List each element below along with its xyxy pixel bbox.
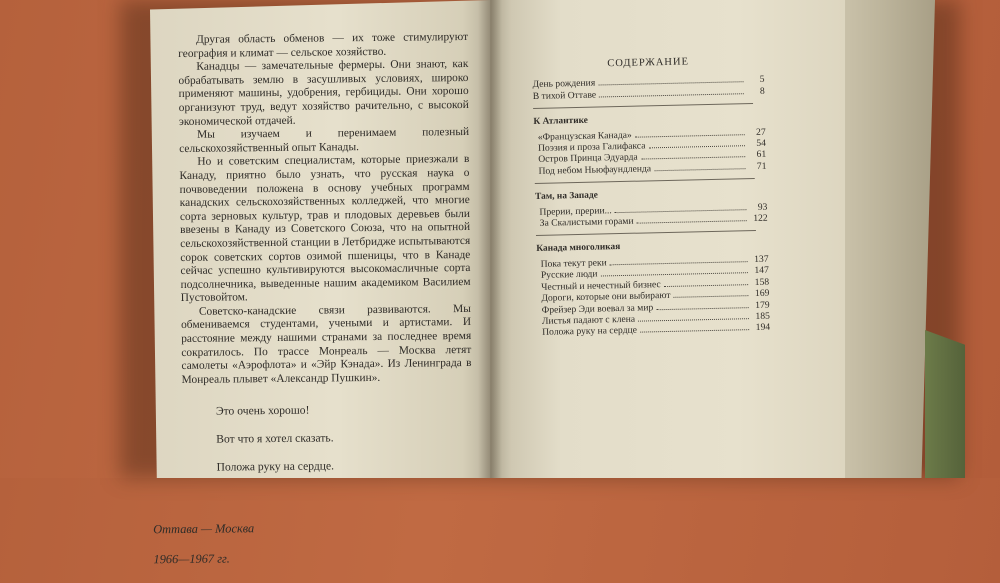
toc-section-title: Канада многоликая (536, 242, 621, 255)
toc-entry-page: 179 (755, 299, 770, 311)
toc-leader-dots (656, 306, 748, 310)
toc-leader-dots (641, 156, 745, 160)
toc-section-title: Там, на Западе (535, 190, 598, 203)
toc-entry-page: 158 (754, 276, 770, 288)
closing-line: Это очень хорошо! (215, 404, 310, 419)
signature (153, 504, 474, 582)
section-rule (533, 103, 753, 109)
toc-entry-page: 8 (759, 85, 765, 97)
toc-entry-title: Дороги, которые они выбирают (541, 290, 671, 304)
toc-entry-page: 54 (756, 137, 767, 149)
toc-entry-title: Прерии, прерии... (539, 204, 612, 218)
toc-leader-dots (654, 167, 745, 171)
toc-entry-title: Листья падают с клена (541, 313, 636, 327)
toc-entry-page: 169 (754, 287, 770, 300)
toc-entry-title: Русские люди (540, 268, 598, 282)
toc-entry-title: Поэзия и проза Галифакса (537, 140, 646, 154)
closing-line: Положа руку на сердце. (216, 459, 335, 475)
left-page-text (153, 30, 474, 582)
toc-entry-page: 71 (756, 160, 767, 172)
paragraph: Мы изучаем и перенимаем полезный сельскохозяйственный опыт Канады. (179, 126, 470, 155)
toc-entry-title: «Французская Канада» (537, 129, 632, 143)
toc-entry-title: Честный и нечестный бизнес (541, 278, 661, 293)
section-rule (536, 230, 756, 236)
toc-entry-title: Остров Принца Эдуарда (538, 152, 638, 166)
toc-leader-dots (638, 317, 749, 322)
section-rule (535, 178, 755, 184)
toc-leader-dots (637, 219, 747, 223)
book-gutter (478, 0, 502, 478)
toc-leader-dots (674, 294, 749, 298)
toc-entry-title: Пока текут реки (540, 257, 607, 270)
paragraph: Другая область обменов — их тоже стимулируют география и климат — сельское хозяйство. (178, 30, 469, 60)
toc-leader-dots (610, 260, 748, 265)
toc-entry-title: Положа руку на сердце (542, 325, 638, 339)
toc-section-title: К Атлантике (533, 115, 589, 128)
toc-heading: СОДЕРЖАНИЕ (607, 56, 690, 70)
paragraph: Канадцы — замечательные фермеры. Они знают, как обрабатывать землю в засушливых условиях, широко применяют машины, удобрения, гербициды. Они хорошо организуют труд, ведут хозяйство рачительно, с высокой экономической отдачей. (178, 58, 469, 128)
paragraph: Но и советским специалистам, которые приезжали в Канаду, приятно было узнать, что русская наука о почвоведении положена в основу учебных программ канадских сельскохозяйственных колледжей, что многие сорта зерновых культур, трав и плодовых деревьев были ввезены в Канаду из Советского Союза, что на опытной сельскохозяйственной станции в Летбридже испытываются сорок советских сортов озимой пшеницы, что в Канаде сейчас успешно культивируются высокомасличные сорта подсолнечника, выведенные нашим академиком Василием Пустовойтом. (179, 153, 471, 305)
paragraph: Советско-канадские связи развиваются. Мы обмениваемся студентами, учеными и артистами. И расстояние между нашими странами за последнее время сократилось. По трассе Монреаль — Москва летят самолеты «Аэрофлота» и «Эйр Кэнада». Из Ленинграда в Монреаль плывет «Александр Пушкин». (180, 302, 472, 386)
toc-entry-page: 93 (757, 201, 768, 213)
closing-line: Вот что я хотел сказать. (216, 431, 334, 447)
toc-entry-page: 137 (754, 253, 769, 265)
toc-entry-page: 61 (756, 149, 767, 161)
toc-entry-title: Фрейзер Эди воевал за мир (541, 301, 654, 316)
page-stack-edge (845, 0, 935, 478)
toc-entry-title: В тихой Оттаве (532, 89, 597, 102)
signature-place: Оттава — Москва (153, 521, 255, 537)
toc-leader-dots (599, 92, 744, 97)
toc-leader-dots (649, 144, 746, 148)
toc-entry-page: 122 (753, 212, 768, 225)
signature-date: 1966—1967 гг. (153, 551, 230, 567)
toc-leader-dots (600, 271, 747, 276)
toc-entry-title: За Скалистыми горами (539, 215, 634, 229)
toc-leader-dots (640, 328, 749, 332)
toc-entry-page: 194 (755, 321, 771, 334)
book-cover-corner (925, 330, 965, 478)
toc-entry-page: 5 (759, 74, 765, 86)
toc-leader-dots (635, 133, 745, 137)
closing-lines (216, 388, 473, 489)
toc-entry-title: Под небом Ньюфаундленда (538, 163, 652, 177)
toc-entry-title: День рождения (532, 77, 596, 91)
toc-leader-dots (664, 283, 748, 287)
toc-entry-page: 185 (755, 310, 770, 322)
toc-leader-dots (598, 81, 743, 86)
toc-entry-page: 147 (754, 264, 769, 277)
toc-entry-page: 27 (755, 126, 766, 138)
toc-leader-dots (615, 208, 747, 213)
table-of-contents (532, 55, 770, 339)
